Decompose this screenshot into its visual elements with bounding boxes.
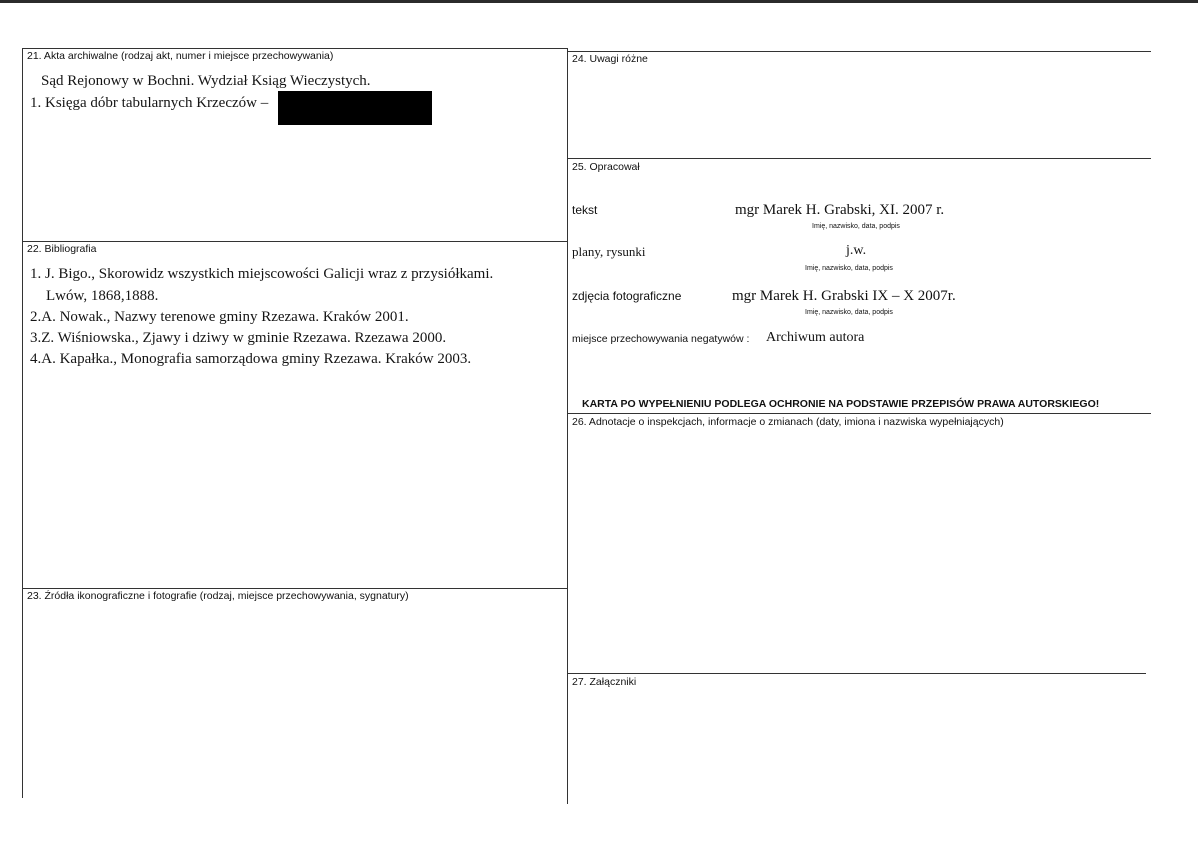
section23-top-border bbox=[22, 588, 568, 589]
zdjecia-caption: Imię, nazwisko, data, podpis bbox=[805, 309, 893, 316]
bibliography-item: 1. J. Bigo., Skorowidz wszystkich miejscowości Galicji wraz z przysiółkami. bbox=[30, 266, 494, 282]
tekst-label: tekst bbox=[572, 203, 598, 217]
section26-label: 26. Adnotacje o inspekcjach, informacje o zmianach (daty, imiona i nazwiska wypełniających) bbox=[572, 416, 1004, 428]
section21-top-border bbox=[22, 48, 568, 49]
redaction-block bbox=[278, 91, 432, 125]
bibliography-item: 3.Z. Wiśniowska., Zjawy i dziwy w gminie Rzezawa. Rzezawa 2000. bbox=[30, 330, 447, 346]
bibliography-item: Lwów, 1868,1888. bbox=[46, 288, 159, 304]
bibliography-item: 2.A. Nowak., Nazwy terenowe gminy Rzezawa. Kraków 2001. bbox=[30, 309, 409, 325]
section21-line2: 1. Księga dóbr tabularnych Krzeczów – bbox=[30, 95, 269, 111]
tekst-caption: Imię, nazwisko, data, podpis bbox=[812, 223, 900, 230]
copyright-notice: KARTA PO WYPEŁNIENIU PODLEGA OCHRONIE NA PODSTAWIE PRZEPISÓW PRAWA AUTORSKIEGO! bbox=[582, 398, 1100, 410]
plany-label: plany, rysunki bbox=[572, 244, 646, 259]
section23-label: 23. Źródła ikonograficzne i fotografie (rodzaj, miejsce przechowywania, sygnatury) bbox=[27, 590, 409, 602]
section24-top-border bbox=[568, 51, 1151, 52]
section25-label: 25. Opracował bbox=[572, 161, 640, 173]
section27-label: 27. Załączniki bbox=[572, 676, 637, 688]
left-border bbox=[22, 48, 23, 798]
section27-top-border bbox=[568, 673, 1146, 674]
bibliography-item: 4.A. Kapałka., Monografia samorządowa gminy Rzezawa. Kraków 2003. bbox=[30, 351, 472, 367]
section22-label: 22. Bibliografia bbox=[27, 243, 97, 255]
section22-top-border bbox=[22, 241, 568, 242]
negatywy-label: miejsce przechowywania negatywów : bbox=[572, 333, 750, 345]
section24-label: 24. Uwagi różne bbox=[572, 53, 648, 65]
plany-value: j.w. bbox=[846, 243, 867, 258]
plany-caption: Imię, nazwisko, data, podpis bbox=[805, 265, 893, 272]
section26-top-border bbox=[568, 413, 1151, 414]
section21-line1: Sąd Rejonowy w Bochni. Wydział Ksiąg Wieczystych. bbox=[41, 73, 371, 89]
scan-edge bbox=[0, 0, 1198, 3]
negatywy-value: Archiwum autora bbox=[766, 330, 865, 345]
section21-label: 21. Akta archiwalne (rodzaj akt, numer i miejsce przechowywania) bbox=[27, 50, 334, 62]
zdjecia-label: zdjęcia fotograficzne bbox=[572, 289, 682, 303]
zdjecia-value: mgr Marek H. Grabski IX – X 2007r. bbox=[732, 288, 956, 304]
center-divider bbox=[567, 48, 568, 804]
tekst-value: mgr Marek H. Grabski, XI. 2007 r. bbox=[735, 202, 945, 218]
section25-top-border bbox=[568, 158, 1151, 159]
